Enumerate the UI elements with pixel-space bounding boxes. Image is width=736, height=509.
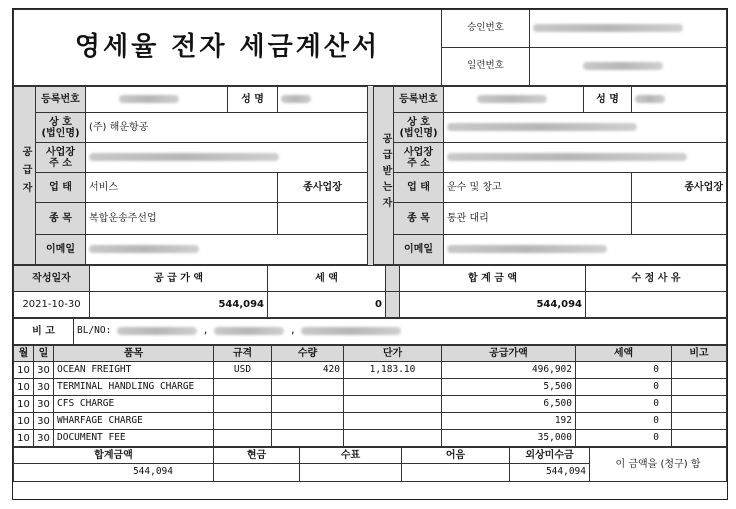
item-row <box>14 430 727 447</box>
receiver-company-value <box>444 113 727 143</box>
item-day: 30 <box>34 430 54 447</box>
item-month: 10 <box>14 379 34 396</box>
remarks-block <box>13 318 727 345</box>
supplier-item-label: 종 목 <box>36 203 86 235</box>
total-amount-label: 합 계 금 액 <box>400 266 586 292</box>
item-spec <box>214 396 272 413</box>
item-note <box>672 413 727 430</box>
footer-bill-value <box>402 464 510 482</box>
footer-statement: 이 금액을 (청구) 함 <box>590 448 727 482</box>
item-day: 30 <box>34 396 54 413</box>
item-tax: 0 <box>576 396 672 413</box>
supplier-item-value: 복합운송주선업 <box>86 203 278 235</box>
items-table <box>13 345 727 447</box>
supplier-branch-value <box>278 203 368 235</box>
summary-divider-2 <box>386 292 400 318</box>
total-amount-value: 544,094 <box>400 292 586 318</box>
receiver-email-value <box>444 235 727 265</box>
date-label: 작성일자 <box>14 266 90 292</box>
footer-total-label: 합계금액 <box>14 448 214 464</box>
col-note: 비고 <box>672 346 727 362</box>
invoice-title: 영세율 전자 세금계산서 <box>14 10 442 86</box>
item-unit-price <box>344 413 442 430</box>
footer-cash-value <box>214 464 300 482</box>
receiver-item-value: 통관 대리 <box>444 203 632 235</box>
receiver-branch-value <box>632 203 727 235</box>
item-qty <box>272 413 344 430</box>
item-note <box>672 396 727 413</box>
summary-divider <box>386 266 400 292</box>
receiver-reg-no-value <box>444 87 584 113</box>
item-month: 10 <box>14 430 34 447</box>
item-name: CFS CHARGE <box>54 396 214 413</box>
item-tax: 0 <box>576 430 672 447</box>
footer-check-value <box>300 464 402 482</box>
supplier-email-label: 이메일 <box>36 235 86 265</box>
col-unit-price: 단가 <box>344 346 442 362</box>
item-supply-amount: 496,902 <box>442 362 576 379</box>
item-note <box>672 362 727 379</box>
col-supply-amount: 공급가액 <box>442 346 576 362</box>
approval-no-value <box>530 10 727 48</box>
item-tax: 0 <box>576 413 672 430</box>
title-block <box>13 9 727 86</box>
item-qty <box>272 430 344 447</box>
item-spec: USD <box>214 362 272 379</box>
revision-reason-value <box>586 292 727 318</box>
receiver-business-type-value: 운수 및 창고 <box>444 173 632 203</box>
remarks-value: BL/NO: , , <box>74 319 727 345</box>
item-month: 10 <box>14 413 34 430</box>
receiver-email-label: 이메일 <box>394 235 444 265</box>
item-row <box>14 362 727 379</box>
item-unit-price <box>344 379 442 396</box>
tax-amount-value: 0 <box>268 292 386 318</box>
serial-no-label: 일련번호 <box>442 48 530 86</box>
date-value: 2021-10-30 <box>14 292 90 318</box>
receiver-side-label: 공급받는자 <box>374 87 394 265</box>
redacted-approval-no <box>533 24 683 32</box>
supplier-name-label: 성 명 <box>228 87 278 113</box>
footer-total-value: 544,094 <box>14 464 214 482</box>
supplier-reg-no-value <box>86 87 228 113</box>
item-supply-amount: 192 <box>442 413 576 430</box>
item-month: 10 <box>14 396 34 413</box>
item-supply-amount: 35,000 <box>442 430 576 447</box>
supplier-side-label: 공급자 <box>14 87 36 265</box>
tax-invoice <box>12 8 728 500</box>
supplier-address-label: 사업장 주 소 <box>36 143 86 173</box>
receiver-item-label: 종 목 <box>394 203 444 235</box>
item-name: DOCUMENT FEE <box>54 430 214 447</box>
remarks-label: 비 고 <box>14 319 74 345</box>
footer-check-label: 수표 <box>300 448 402 464</box>
item-row <box>14 379 727 396</box>
item-note <box>672 379 727 396</box>
approval-no-label: 승인번호 <box>442 10 530 48</box>
item-row <box>14 396 727 413</box>
col-tax: 세액 <box>576 346 672 362</box>
col-qty: 수량 <box>272 346 344 362</box>
footer-bill-label: 어음 <box>402 448 510 464</box>
item-name: WHARFAGE CHARGE <box>54 413 214 430</box>
supplier-branch-label: 종사업장 <box>278 173 368 203</box>
tax-amount-label: 세 액 <box>268 266 386 292</box>
item-spec <box>214 379 272 396</box>
supplier-email-value <box>86 235 368 265</box>
item-tax: 0 <box>576 379 672 396</box>
supplier-business-type-value: 서비스 <box>86 173 278 203</box>
summary-block <box>13 265 727 318</box>
item-unit-price <box>344 396 442 413</box>
item-note <box>672 430 727 447</box>
item-day: 30 <box>34 413 54 430</box>
supplier-address-value <box>86 143 368 173</box>
redacted-serial-no <box>583 62 663 70</box>
supplier-name-value <box>278 87 368 113</box>
receiver-business-type-label: 업 태 <box>394 173 444 203</box>
col-month: 월 <box>14 346 34 362</box>
item-day: 30 <box>34 379 54 396</box>
footer-cash-label: 현금 <box>214 448 300 464</box>
supplier-business-type-label: 업 태 <box>36 173 86 203</box>
item-name: OCEAN FREIGHT <box>54 362 214 379</box>
receiver-address-label: 사업장 주 소 <box>394 143 444 173</box>
footer-block <box>13 447 727 482</box>
supply-amount-value: 544,094 <box>90 292 268 318</box>
item-supply-amount: 6,500 <box>442 396 576 413</box>
receiver-branch-label: 종사업장 <box>632 173 727 203</box>
item-qty <box>272 396 344 413</box>
receiver-name-label: 성 명 <box>584 87 632 113</box>
supplier-company-value: (주) 해운항공 <box>86 113 368 143</box>
footer-credit-label: 외상미수금 <box>510 448 590 464</box>
item-month: 10 <box>14 362 34 379</box>
item-spec <box>214 413 272 430</box>
receiver-name-value <box>632 87 727 113</box>
item-supply-amount: 5,500 <box>442 379 576 396</box>
item-qty <box>272 379 344 396</box>
supply-amount-label: 공 급 가 액 <box>90 266 268 292</box>
col-item-name: 품목 <box>54 346 214 362</box>
receiver-company-label: 상 호 (법인명) <box>394 113 444 143</box>
supplier-company-label: 상 호 (법인명) <box>36 113 86 143</box>
item-qty: 420 <box>272 362 344 379</box>
serial-no-value <box>530 48 727 86</box>
footer-credit-value: 544,094 <box>510 464 590 482</box>
parties-block <box>13 86 727 265</box>
item-spec <box>214 430 272 447</box>
col-day: 일 <box>34 346 54 362</box>
item-row <box>14 413 727 430</box>
item-tax: 0 <box>576 362 672 379</box>
item-day: 30 <box>34 362 54 379</box>
item-unit-price: 1,183.10 <box>344 362 442 379</box>
receiver-address-value <box>444 143 727 173</box>
item-name: TERMINAL HANDLING CHARGE <box>54 379 214 396</box>
revision-reason-label: 수 정 사 유 <box>586 266 727 292</box>
supplier-reg-no-label: 등록번호 <box>36 87 86 113</box>
col-spec: 규격 <box>214 346 272 362</box>
receiver-reg-no-label: 등록번호 <box>394 87 444 113</box>
item-unit-price <box>344 430 442 447</box>
